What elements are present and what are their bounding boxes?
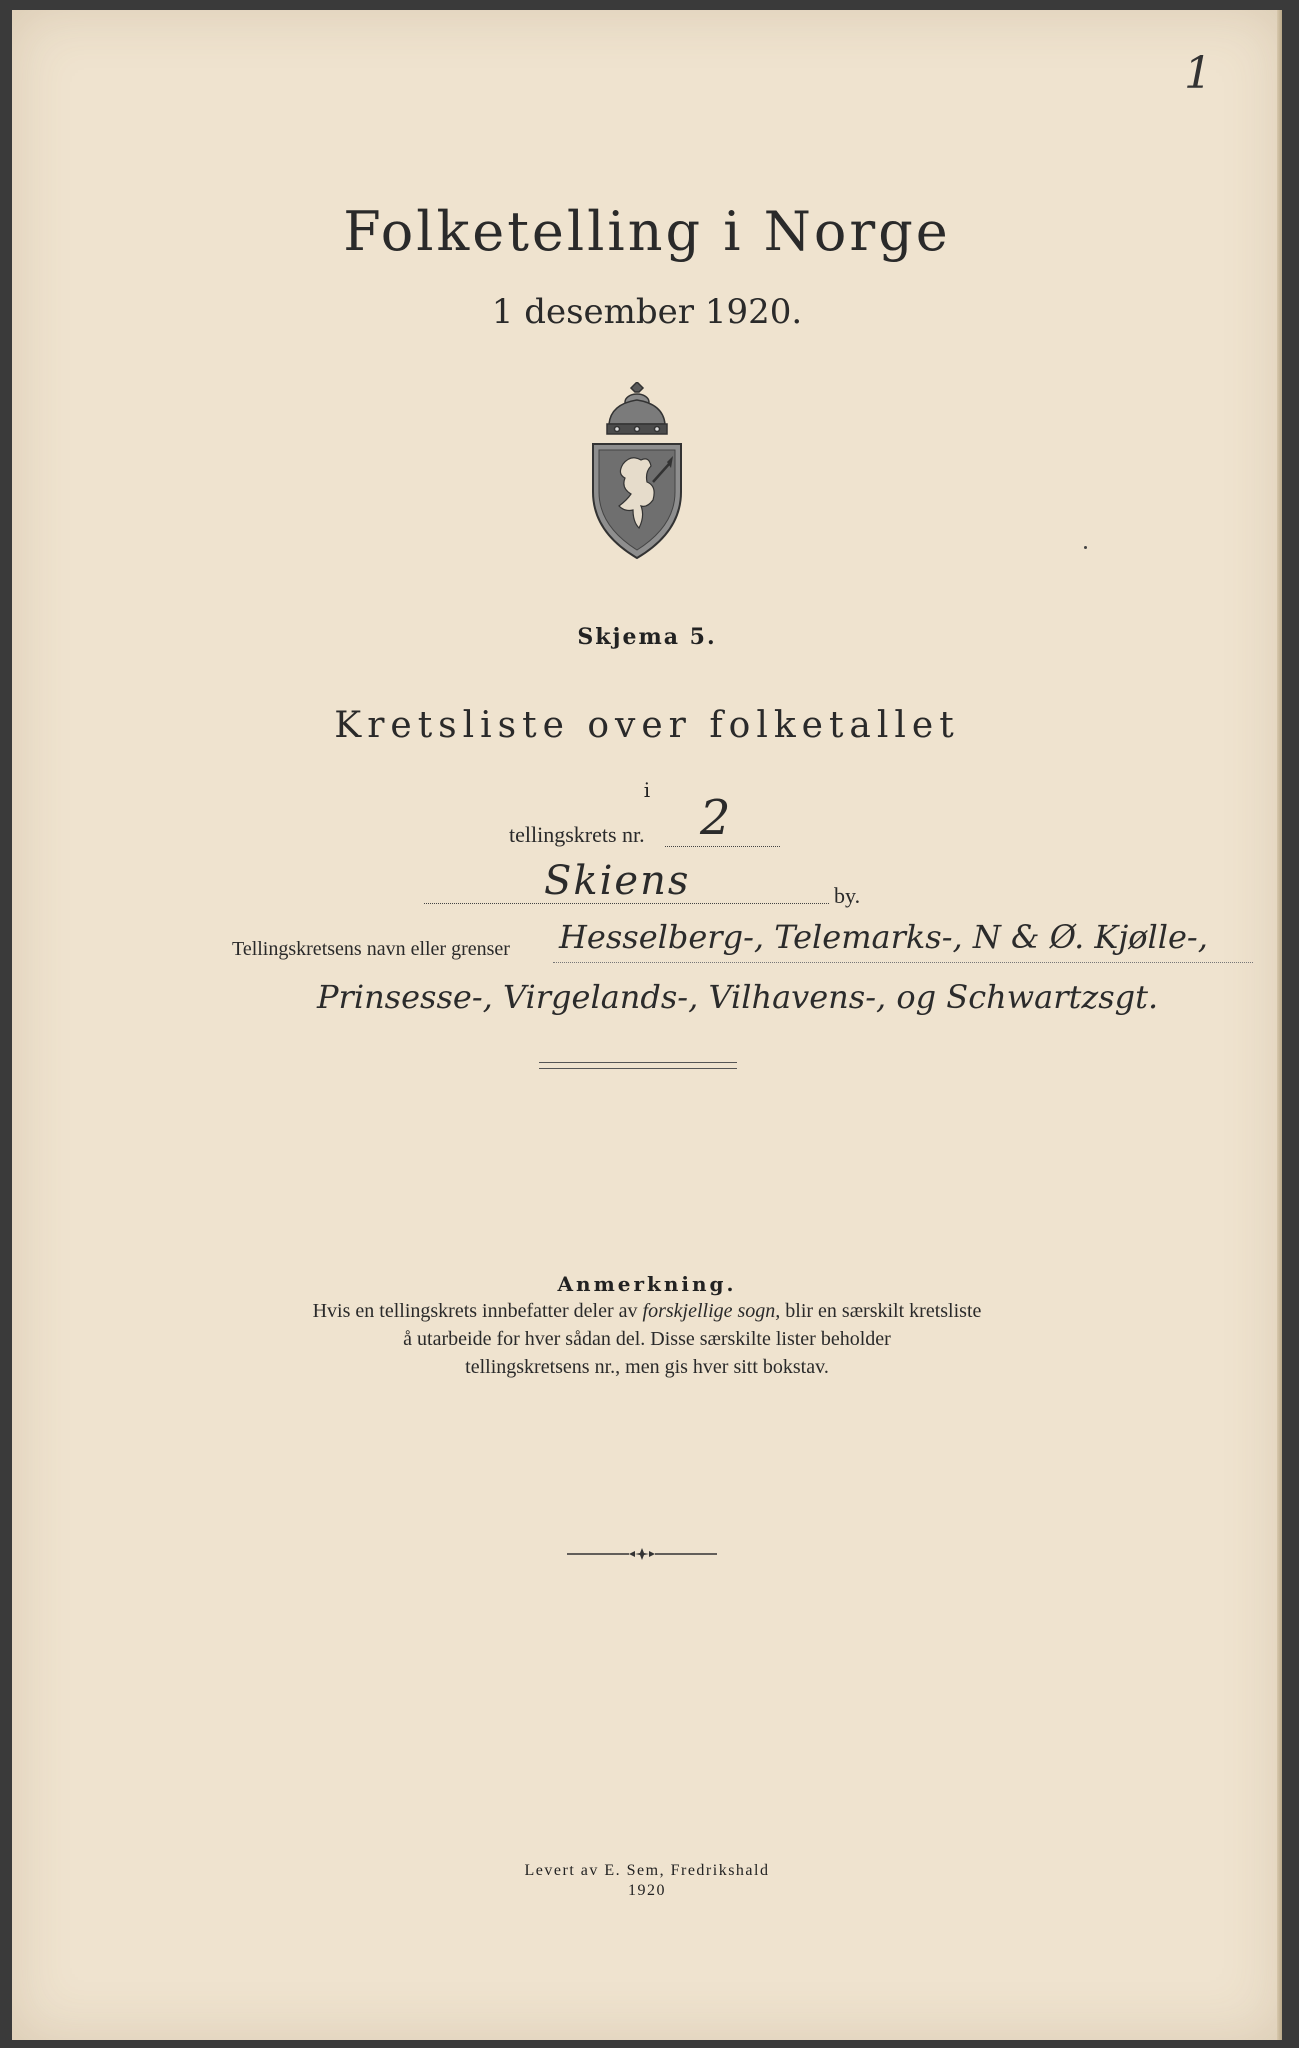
tellingskrets-number: 2 xyxy=(700,790,731,846)
tellingskrets-number-line xyxy=(665,846,780,847)
boundaries-handwritten-2: Prinsesse-, Virgelands-, Vilhavens-, og Schwartzsgt. xyxy=(317,978,1159,1016)
form-date: 1 desember 1920. xyxy=(491,292,803,332)
note-line-1 xyxy=(12,1300,1282,1323)
paper-speck xyxy=(1084,546,1087,549)
note-title: Anmerkning. xyxy=(557,1272,737,1296)
boundaries-handwritten-1: Hesselberg-, Telemarks-, N & Ø. Kjølle-, xyxy=(559,918,1208,956)
printer-line: Levert av E. Sem, Fredrikshald xyxy=(524,1862,770,1879)
census-form-page xyxy=(12,10,1282,2040)
ornament-divider xyxy=(567,1548,717,1560)
page-number: 1 xyxy=(1184,48,1212,99)
boundaries-line xyxy=(553,962,1253,963)
norway-coat-of-arms-icon xyxy=(587,382,687,560)
note-line-1-emphasis: forskjellige sogn, xyxy=(642,1300,781,1322)
tellingskrets-label: tellingskrets nr. xyxy=(509,822,645,847)
town-name: Skiens xyxy=(544,858,691,904)
printer-year: 1920 xyxy=(628,1882,666,1899)
form-title: Folketelling i Norge xyxy=(343,200,951,263)
note-line-3: tellingskretsens nr., men gis hver sitt bokstav. xyxy=(465,1356,829,1378)
boundaries-label: Tellingskretsens navn eller grenser xyxy=(232,938,510,960)
form-heading: Kretsliste over folketallet xyxy=(334,705,960,746)
note-line-2: å utarbeide for hver sådan del. Disse særskilte lister beholder xyxy=(403,1328,891,1350)
note-line-1-end: blir en særskilt kretsliste xyxy=(780,1300,982,1322)
double-rule-divider xyxy=(539,1062,737,1069)
preposition-i: i xyxy=(643,778,651,802)
town-suffix: by. xyxy=(834,883,861,908)
schema-label: Skjema 5. xyxy=(577,624,717,650)
note-line-1-start: Hvis en tellingskrets innbefatter deler av xyxy=(312,1300,643,1322)
